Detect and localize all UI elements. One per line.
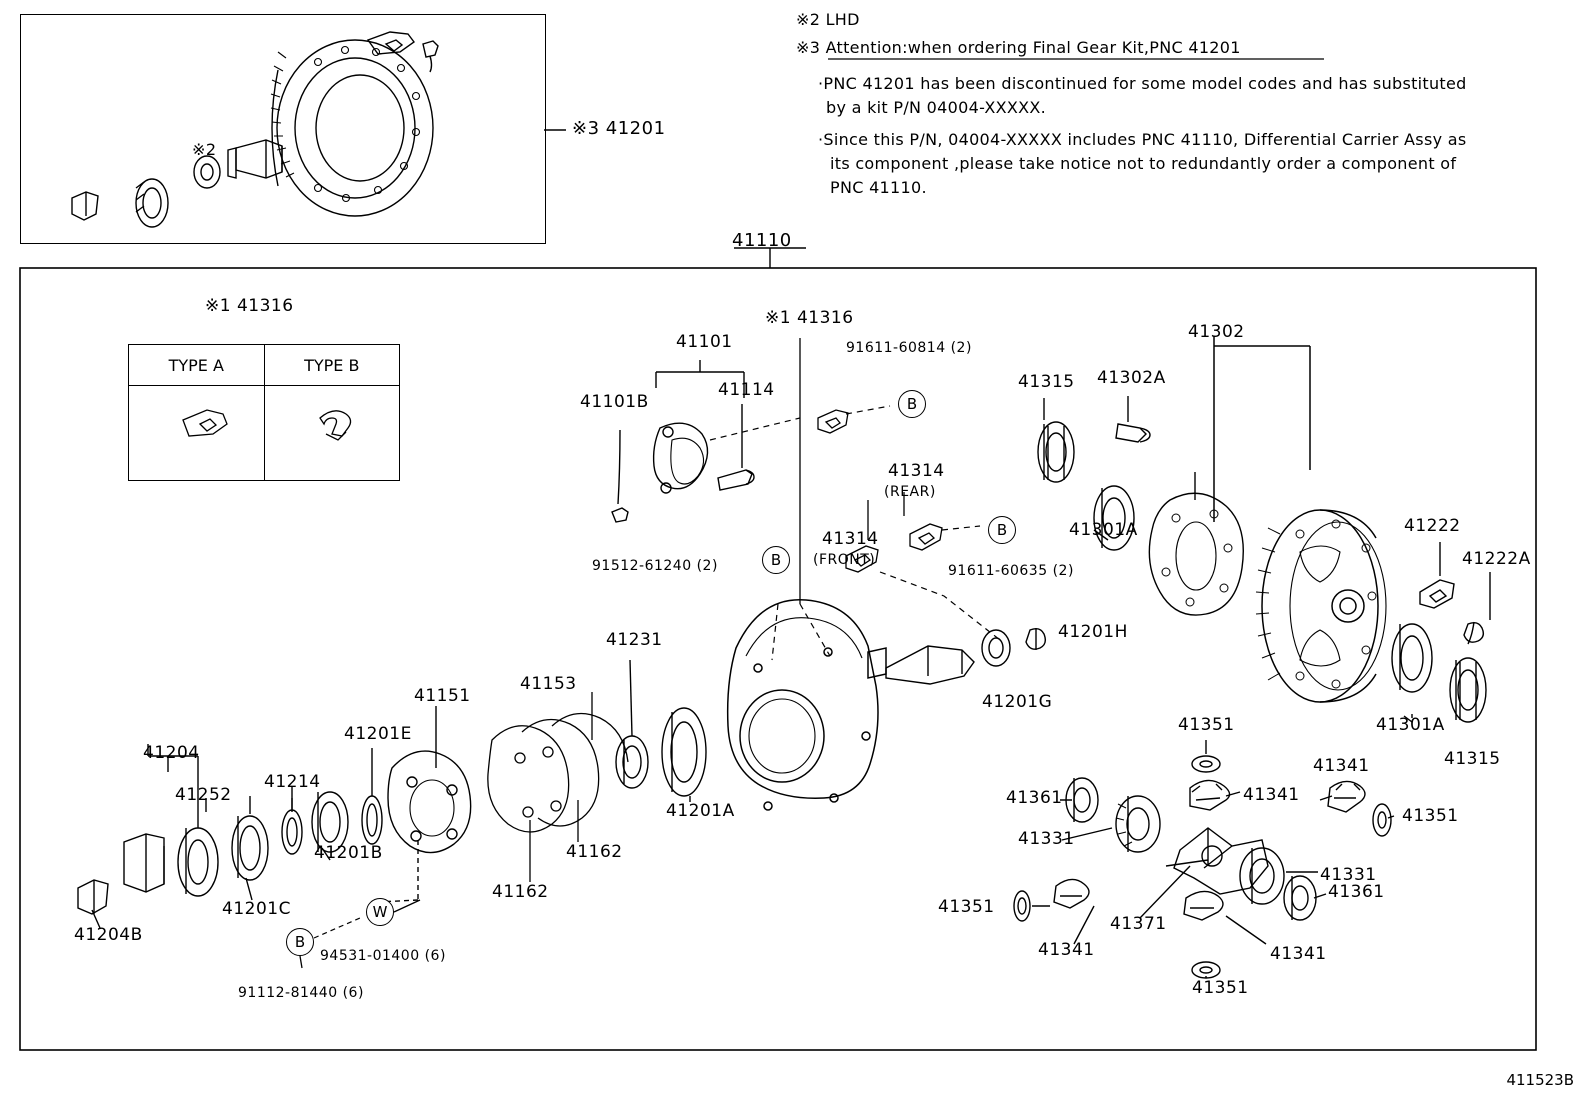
- callout-41302: 41302: [1188, 322, 1245, 342]
- callout-41351-c: 41351: [938, 897, 995, 917]
- callout-41151: 41151: [414, 686, 471, 706]
- callout-41314-rear-sub: (REAR): [884, 484, 936, 500]
- callout-41315-right: 41315: [1444, 749, 1501, 769]
- note-line-1: ·PNC 41201 has been discontinued for some model codes and has substituted: [818, 74, 1467, 93]
- callout-41162-lower: 41162: [492, 882, 549, 902]
- callout-91112-81440: 91112-81440 (6): [238, 985, 364, 1001]
- callout-41162-upper: 41162: [566, 842, 623, 862]
- type-a-header: TYPE A: [129, 345, 265, 386]
- callout-41314-front-sub: (FRONT): [813, 552, 876, 568]
- callout-41201E: 41201E: [344, 724, 412, 744]
- callout-41101B: 41101B: [580, 392, 649, 412]
- callout-41222A: 41222A: [1462, 549, 1531, 569]
- callout-41361-b: 41361: [1328, 882, 1385, 902]
- note-attention: ※3 Attention:when ordering Final Gear Kit,PNC 41201: [796, 38, 1241, 57]
- callout-41341-a: 41341: [1243, 785, 1300, 805]
- type-a-cell: [129, 386, 265, 481]
- callout-41222: 41222: [1404, 516, 1461, 536]
- callout-41331-b: 41331: [1320, 865, 1377, 885]
- type-table: [128, 344, 400, 481]
- callout-41341-b: 41341: [1313, 756, 1370, 776]
- balloon-w-1: W: [366, 898, 394, 926]
- balloon-b-3: B: [988, 516, 1016, 544]
- type-table-title: ※1 41316: [205, 296, 294, 316]
- callout-41114: 41114: [718, 380, 775, 400]
- callout-41316-center: ※1 41316: [765, 308, 854, 328]
- type-b-header: TYPE B: [264, 345, 400, 386]
- callout-41201G: 41201G: [982, 692, 1053, 712]
- callout-41351-b: 41351: [1402, 806, 1459, 826]
- callout-41252: 41252: [175, 785, 232, 805]
- callout-41204: 41204: [143, 743, 200, 763]
- callout-41201B: 41201B: [314, 843, 383, 863]
- callout-41201C: 41201C: [222, 899, 291, 919]
- callout-41341-d: 41341: [1270, 944, 1327, 964]
- callout-41153: 41153: [520, 674, 577, 694]
- callout-41314-front: 41314: [822, 529, 879, 549]
- callout-41341-c: 41341: [1038, 940, 1095, 960]
- callout-41351-d: 41351: [1192, 978, 1249, 998]
- note-line-3: ·Since this P/N, 04004-XXXXX includes PNC 41110, Differential Carrier Assy as: [818, 130, 1467, 149]
- callout-91611-60635: 91611-60635 (2): [948, 563, 1074, 579]
- callout-41214: 41214: [264, 772, 321, 792]
- label-41110: 41110: [732, 230, 792, 251]
- callout-41331-a: 41331: [1018, 829, 1075, 849]
- callout-91611-60814: 91611-60814 (2): [846, 340, 972, 356]
- callout-94531-01400: 94531-01400 (6): [320, 948, 446, 964]
- callout-41101: 41101: [676, 332, 733, 352]
- type-b-cell: [264, 386, 400, 481]
- callout-41301A-right: 41301A: [1376, 715, 1445, 735]
- balloon-b-1: B: [898, 390, 926, 418]
- balloon-b-4: B: [286, 928, 314, 956]
- callout-41231: 41231: [606, 630, 663, 650]
- callout-41201A: 41201A: [666, 801, 735, 821]
- callout-41301A-left: 41301A: [1069, 520, 1138, 540]
- callout-41204B: 41204B: [74, 925, 143, 945]
- note-line-2: by a kit P/N 04004-XXXXX.: [826, 98, 1047, 117]
- callout-41314-rear: 41314: [888, 461, 945, 481]
- callout-lhd-mark: ※2: [192, 140, 217, 159]
- note-line-5: PNC 41110.: [830, 178, 927, 197]
- callout-41351-a: 41351: [1178, 715, 1235, 735]
- callout-41361-a: 41361: [1006, 788, 1063, 808]
- callout-41302A: 41302A: [1097, 368, 1166, 388]
- callout-41371: 41371: [1110, 914, 1167, 934]
- callout-41201H: 41201H: [1058, 622, 1128, 642]
- callout-91512-61240: 91512-61240 (2): [592, 558, 718, 574]
- note-lhd: ※2 LHD: [796, 10, 860, 29]
- callout-41315-left: 41315: [1018, 372, 1075, 392]
- balloon-b-2: B: [762, 546, 790, 574]
- note-line-4: its component ,please take notice not to redundantly order a component of: [830, 154, 1457, 173]
- figure-id: 411523B: [1506, 1071, 1574, 1089]
- label-41201-kit: ※3 41201: [572, 118, 666, 139]
